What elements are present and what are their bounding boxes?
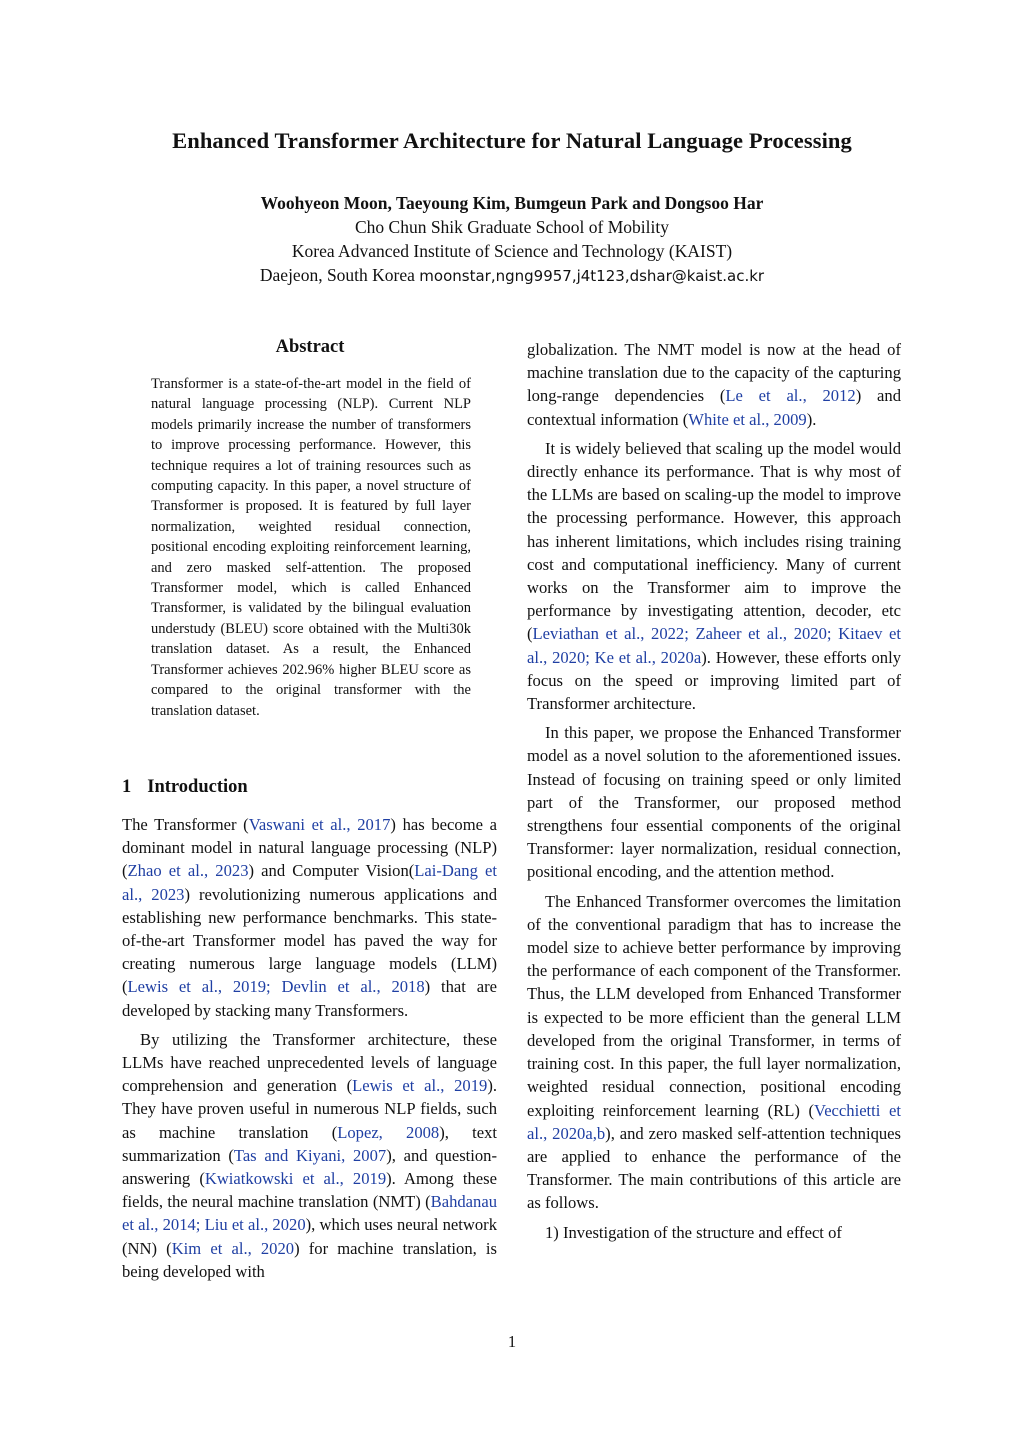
section-title: Introduction — [147, 777, 248, 797]
text-run: ) and contextual information ( — [527, 386, 901, 429]
citation-link[interactable]: Le et al., 2012 — [725, 386, 856, 406]
paper-title: Enhanced Transformer Architecture for Natural Language Processing — [172, 128, 852, 153]
abstract-heading: Abstract — [275, 337, 345, 357]
text-run: The Transformer ( — [122, 815, 249, 834]
abstract-text: Transformer is a state-of-the-art model in the field of natural language processing (NLP). Current NLP models primarily increase the number of transformers to improve processing performance. However, this technique requires a lot of training resources such as computing capacity. In this paper, a novel structure of Transformer is proposed. It is featured by full layer normalization, weighted residual connection, positional encoding exploiting reinforcement learning, and zero masked self-attention. The proposed Transformer model, which is called Enhanced Transformer, is validated by the bilingual evaluation understudy (BLEU) score obtained with the Multi30k translation dataset. As a result, the Enhanced Transformer achieves 202.96% higher BLEU score as compared to the original transformer with the translation dataset. — [151, 376, 471, 719]
right-column — [527, 338, 901, 1250]
text-run: ). Among these fields, the neural machine translation (NMT) ( — [122, 1169, 497, 1212]
citation-link[interactable]: Zhao et al., 2023 — [127, 861, 249, 881]
text-run: ). — [806, 409, 817, 429]
text-run: By utilizing the Transformer architecture, these LLMs have reached unprecedented levels of language comprehension and generation ( — [122, 1029, 497, 1096]
citation-link[interactable]: Lai-Dang et al., 2023 — [122, 861, 497, 904]
text-run: ), text summarization ( — [122, 1122, 497, 1165]
contribution-item-1: 1) Investigation of the structure and effect of — [545, 1222, 842, 1242]
citation-link[interactable]: Tas and Kiyani, 2007 — [233, 1145, 387, 1165]
intro-paragraph-1 — [122, 813, 497, 1022]
citation-link[interactable]: Lewis et al., 2019 — [352, 1076, 488, 1096]
text-run: ) has become a dominant model in natural language processing (NLP) ( — [122, 815, 498, 881]
text-run: ) revolutionizing numerous applications and establishing new performance benchmarks. This state-of-the-art Transformer model has paved the way for creating numerous large language models (LLM) ( — [122, 884, 497, 997]
citation-link[interactable]: Lopez, 2008 — [337, 1122, 440, 1142]
citation-link[interactable]: Vaswani et al., 2017 — [248, 815, 391, 834]
text-run: It is widely believed that scaling up the model would directly enhance its performance. That is why most of the LLMs are based on scaling-up the model to improve the processing performance. However, this approach has inherent limitations, which includes rising training cost and computational inefficiency. Many of current works on the Transformer aim to improve the performance by investigating attention, decoder, etc ( — [527, 438, 901, 644]
text-run: ), which uses neural network (NN) ( — [122, 1215, 497, 1258]
author-names: Woohyeon Moon, Taeyoung Kim, Bumgeun Park and Dongsoo Har — [260, 193, 764, 213]
intro-paragraph-2 — [122, 1028, 497, 1283]
citation-link[interactable]: Bahdanau et al., 2014; Liu et al., 2020 — [122, 1192, 497, 1235]
intro-paragraph-4 — [527, 437, 901, 715]
text-run: ) and Computer Vision( — [248, 861, 415, 881]
citation-link[interactable]: Vecchietti et al., 2020a,b — [527, 1100, 902, 1143]
citation-link[interactable]: Lewis et al., 2019; Devlin et al., 2018 — [127, 977, 425, 997]
text-run: ) for machine translation, is being developed with — [122, 1238, 497, 1281]
text-run: ). They have proven useful in numerous NLP fields, such as machine translation ( — [122, 1076, 497, 1142]
intro-paragraph-6 — [527, 890, 901, 1215]
citation-link[interactable]: Kwiatkowski et al., 2019 — [204, 1169, 387, 1189]
left-column — [122, 813, 497, 1289]
text-run: ) that are developed by stacking many Transformers. — [122, 977, 497, 1020]
text-run: globalization. The NMT model is now at the head of machine translation due to the capacity of the capturing long-range dependencies ( — [527, 340, 901, 406]
affiliation-school: Cho Chun Shik Graduate School of Mobility — [354, 217, 670, 237]
text-run: ), and question-answering ( — [122, 1145, 497, 1189]
intro-paragraph-5: In this paper, we propose the Enhanced Transformer model as a novel solution to the aforementioned issues. Instead of focusing on training speed or only limited part of the Transformer, our proposed method strengthens four essential components of the original Transformer: layer normalization, residual connection, positional encoding, and the attention method. — [527, 723, 901, 882]
section-heading-introduction — [122, 777, 248, 798]
location-line — [0, 263, 1024, 288]
author-location: Daejeon, South Korea — [259, 265, 415, 285]
author-block — [0, 191, 1024, 288]
citation-link[interactable]: Leviathan et al., 2022; Zaheer et al., 2020; Kitaev et al., 2020; Ke et al., 2020a — [527, 624, 901, 667]
affiliation-institute: Korea Advanced Institute of Science and Technology (KAIST) — [291, 241, 733, 261]
author-emails: moonstar,ngng9957,j4t123,dshar@kaist.ac.kr — [419, 267, 765, 285]
text-run: ). However, these efforts only focus on the speed or improving limited part of Transformer architecture. — [527, 647, 901, 714]
intro-paragraph-3 — [527, 338, 901, 431]
text-run: ), and zero masked self-attention techniques are applied to enhance the performance of the Transformer. The main contributions of this article are as follows. — [527, 1123, 902, 1213]
page-number: 1 — [507, 1332, 517, 1351]
citation-link[interactable]: White et al., 2009 — [688, 409, 807, 429]
text-run: The Enhanced Transformer overcomes the limitation of the conventional paradigm that has to increase the model size to achieve better performance by improving the performance of each component of the Transformer. Thus, the LLM developed from Enhanced Transformer is expected to be more efficient than the general LLM developed from the original Transformer, in terms of training cost. In this paper, the full layer normalization, weighted residual connection, positional encoding exploiting reinforcement learning (RL) ( — [527, 891, 901, 1120]
citation-link[interactable]: Kim et al., 2020 — [171, 1238, 295, 1258]
section-number: 1 — [122, 777, 132, 797]
